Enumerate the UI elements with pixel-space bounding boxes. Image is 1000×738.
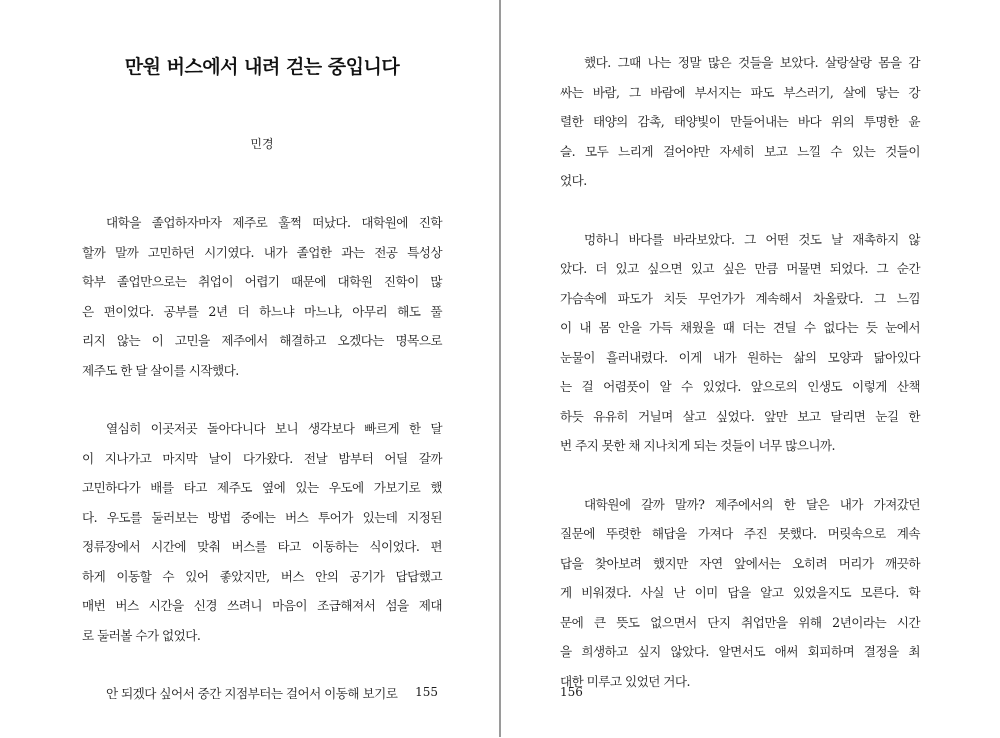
text-line: 하게 이동할 수 있어 좋았지만, 버스 안의 공기가 답답했고 [82, 568, 442, 584]
text-line: 했다. 그때 나는 정말 많은 것들을 보았다. 살랑살랑 몸을 감 [584, 55, 920, 70]
text-line: 었다. [560, 173, 587, 188]
text-line: 대학원에 갈까 말까? 제주에서의 한 달은 내가 가져갔던 [584, 496, 920, 512]
paragraph [82, 208, 442, 385]
right-page-body [560, 48, 920, 725]
text-line: 게 비워졌다. 사실 난 이미 답을 알고 있었을지도 모른다. 학 [560, 585, 920, 600]
text-line: 가슴속에 파도가 치듯 무언가가 계속해서 차올랐다. 그 느낌 [560, 290, 920, 306]
text-line: 는 걸 어렴풋이 알 수 있었다. 앞으로의 인생도 이렇게 산책 [560, 379, 920, 394]
text-line: 안 되겠다 싶어서 중간 지점부터는 걸어서 이동해 보기로 [106, 686, 398, 701]
paragraph [82, 679, 442, 709]
text-line: 은 편이었다. 공부를 2년 더 하느냐 마느냐, 아무리 해도 풀 [82, 303, 442, 319]
text-line: 로 둘러볼 수가 없었다. [82, 627, 201, 643]
text-line: 번 주지 못한 채 지나치게 되는 것들이 너무 많으니까. [560, 438, 836, 453]
text-line: 슬. 모두 느리게 걸어야만 자세히 보고 느낄 수 있는 것들이 [560, 143, 920, 159]
text-line: 싸는 바람, 그 바람에 부서지는 파도 부스러기, 살에 닿는 강 [560, 84, 920, 100]
text-line: 질문에 뚜렷한 해답을 가져다 주진 못했다. 머릿속으로 계속 [560, 526, 920, 541]
text-line: 렬한 태양의 감촉, 태양빛이 만들어내는 바다 위의 투명한 윤 [560, 114, 920, 129]
left-page-body [82, 208, 442, 738]
author-name: 민경 [250, 137, 274, 151]
paragraph [560, 225, 920, 461]
paragraph [560, 490, 920, 697]
text-line: 다. 우도를 둘러보는 방법 중에는 버스 투어가 있는데 지정된 [82, 509, 442, 525]
text-line: 고민하다가 배를 타고 제주도 옆에 있는 우도에 가보기로 했 [82, 480, 442, 495]
text-line: 멍하니 바다를 바라보았다. 그 어떤 것도 날 재촉하지 않 [584, 231, 920, 247]
text-line: 학부 졸업만으로는 취업이 어렵기 때문에 대학원 진학이 많 [82, 274, 442, 289]
page-number-left: 155 [415, 685, 438, 699]
text-line: 이 내 몸 안을 가득 채웠을 때 더는 견딜 수 없다는 듯 눈에서 [560, 320, 920, 335]
page-title: 만원 버스에서 내려 걷는 중입니다 [124, 56, 400, 78]
text-line: 리지 않는 이 고민을 제주에서 해결하고 오겠다는 명목으로 [82, 333, 442, 348]
text-line: 답을 찾아보려 했지만 자연 앞에서는 오히려 머리가 깨끗하 [560, 555, 920, 571]
paragraph [560, 48, 920, 196]
text-line: 이 지나가고 마지막 날이 다가왔다. 전날 밤부터 어딜 갈까 [82, 450, 442, 466]
book-gutter [499, 0, 501, 737]
right-page [560, 0, 920, 737]
text-line: 문에 큰 뜻도 없으면서 단지 취업만을 위해 2년이라는 시간 [560, 614, 920, 630]
text-line: 제주도 한 달 살이를 시작했다. [82, 362, 239, 378]
text-line: 을 희생하고 싶지 않았다. 알면서도 애써 회피하며 결정을 최 [560, 644, 920, 659]
text-line: 정류장에서 시간에 맞춰 버스를 타고 이동하는 식이었다. 편 [82, 539, 442, 554]
text-line: 열심히 이곳저곳 돌아다니다 보니 생각보다 빠르게 한 달 [106, 421, 442, 436]
text-line: 할까 말까 고민하던 시기였다. 내가 졸업한 과는 전공 특성상 [82, 244, 442, 260]
text-line: 매번 버스 시간을 신경 쓰려니 마음이 조급해져서 섬을 제대 [82, 598, 442, 613]
page-number-right: 156 [560, 685, 583, 699]
paragraph [82, 414, 442, 650]
left-page [82, 0, 442, 737]
text-line: 았다. 더 있고 싶으면 있고 싶은 만큼 머물면 되었다. 그 순간 [560, 261, 920, 276]
text-line: 눈물이 흘러내렸다. 이게 내가 원하는 삶의 모양과 닮아있다 [560, 349, 920, 365]
text-line: 대학을 졸업하자마자 제주로 훌쩍 떠났다. 대학원에 진학 [106, 215, 442, 230]
text-line: 하듯 유유히 거닐며 살고 싶었다. 앞만 보고 달리면 눈길 한 [560, 408, 920, 424]
text-line: 대한 미루고 있었던 거다. [560, 673, 690, 689]
